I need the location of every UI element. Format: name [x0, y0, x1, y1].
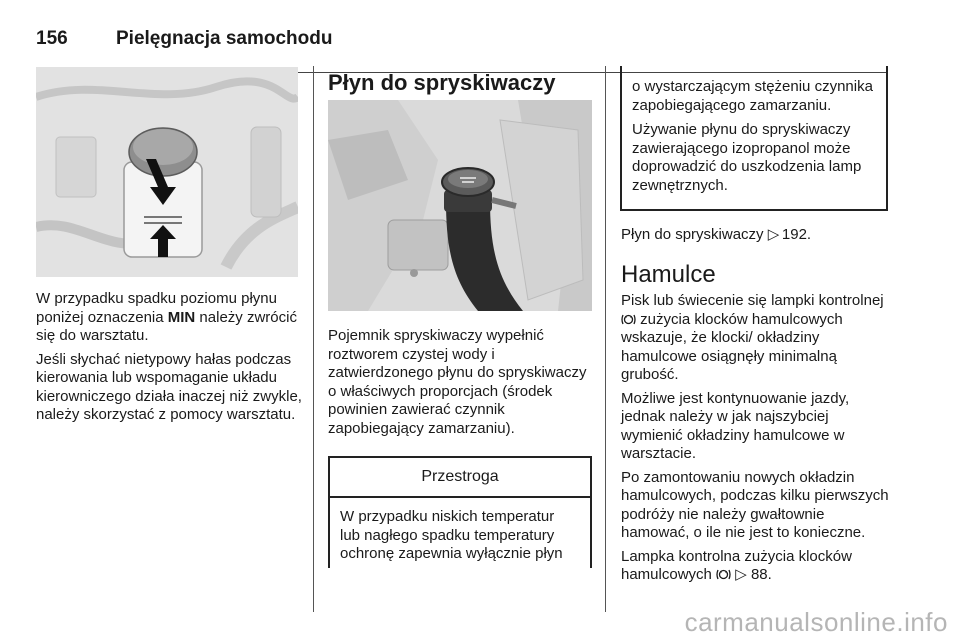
column-divider-1 — [313, 66, 314, 612]
washer-fluid-text — [328, 327, 596, 443]
paragraph: Lampka kontrolna zużycia klocków hamulcowych ▷ 88. — [621, 547, 852, 583]
caution-text: W przypadku niskich temperatur lub nagłego spadku temperatury ochronę zapewnia wyłącznie płyn — [340, 508, 563, 562]
paragraph: Możliwe jest kontynuowanie jazdy, jednak należy w jak najszybciej wymienić okładziny hamulcowe w warsztacie. — [621, 389, 850, 462]
column-divider-2 — [605, 66, 606, 612]
brake-pad-wear-icon — [716, 568, 731, 581]
caution-box — [328, 456, 592, 568]
caution-text-continued: o wystarczającym stężeniu czynnika zapobiegającego zamarzaniu. — [632, 78, 873, 114]
caution-title: Przestroga — [330, 458, 590, 498]
paragraph: Jeśli słychać nietypowy hałas podczas kierowania lub wspomaganie układu kierowniczego działa inaczej niż zwykle, należy skorzystać z pomocy warsztatu. — [36, 350, 302, 423]
reference-arrow-icon: ▷ — [767, 226, 780, 243]
page-title: Pielęgnacja samochodu — [116, 28, 333, 49]
page-reference-link[interactable]: 192. — [781, 226, 812, 243]
steering-fluid-reservoir-illustration — [36, 67, 298, 277]
section-heading-washer-fluid: Płyn do spryskiwaczy — [328, 70, 556, 95]
reference-arrow-icon: ▷ — [735, 566, 747, 583]
washer-fluid-reference: Płyn do spryskiwaczy ▷ 192. — [621, 226, 812, 243]
paragraph: Po zamontowaniu nowych okładzin hamulcowych, podczas kilku pierwszych podróży nie należy gwałtownie hamować, o ile nie jest to konieczne. — [621, 468, 889, 541]
caution-box-continued — [620, 66, 888, 211]
washer-fluid-reservoir-illustration — [328, 100, 592, 311]
page-number: 156 — [36, 28, 68, 49]
steering-fluid-text — [36, 290, 304, 430]
section-heading-brakes: Hamulce — [621, 261, 716, 288]
paragraph: Pojemnik spryskiwaczy wypełnić roztworem czystej wody i zatwierdzonego płynu do spryskiwaczy o właściwych proporcjach (środek powinien zawierać czynnik zapobiegający zamarzaniu). — [328, 327, 587, 437]
brake-pad-wear-icon — [621, 313, 636, 326]
page-header — [36, 22, 886, 52]
paragraph: W przypadku spadku poziomu płynu poniżej oznaczenia MIN należy zwrócić się do warsztatu. — [36, 290, 297, 344]
caution-text-isopropanol: Używanie płynu do spryskiwaczy zawierającego izopropanol może doprowadzić do uszkodzenia lamp zewnętrznych. — [632, 121, 862, 194]
paragraph: Pisk lub świecenie się lampki kontrolnej zużycia klocków hamulcowych wskazuje, że klocki/ okładziny hamulcowe osiągnęły minimalną grubość. — [621, 292, 884, 383]
watermark: carmanualsonline.info — [684, 607, 948, 637]
page-reference-link[interactable]: 88. — [750, 566, 772, 583]
brakes-text — [621, 292, 893, 590]
min-mark-label: MIN — [167, 308, 196, 326]
